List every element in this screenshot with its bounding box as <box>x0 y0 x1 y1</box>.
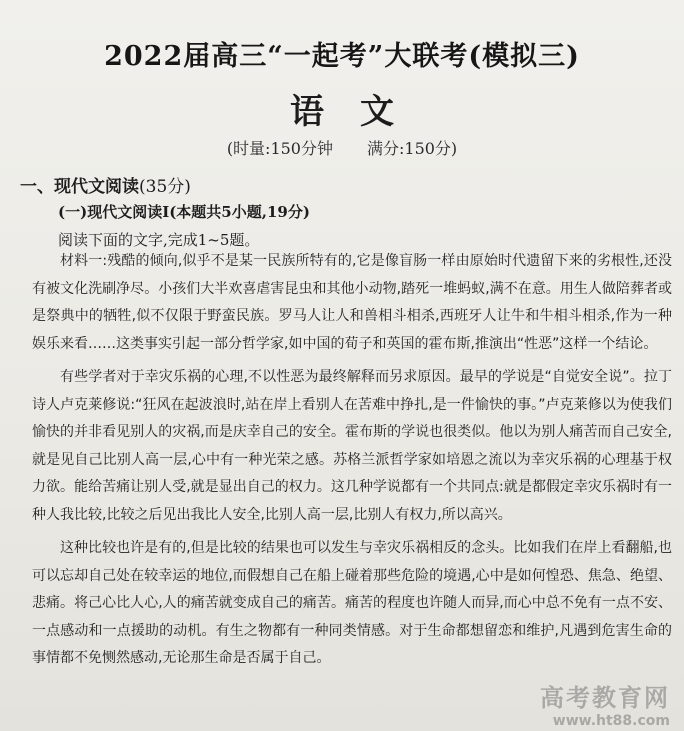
exam-meta <box>0 136 684 159</box>
passage-paragraph: 材料一:残酷的倾向,似乎不是某一民族所特有的,它是像盲肠一样由原始时代遗留下来的劣根性,还没有被文化洗刷净尽。小孩们大半欢喜虐害昆虫和其他小动物,踏死一堆蚂蚁,满不在意。用生人做陪葬者或是祭典中的牺牲,似不仅限于野蛮民族。罗马人让人和兽相斗相杀,西班牙人让牛和牛相斗相杀,作为一种娱乐来看……这类事实引起一部分哲学家,如中国的荀子和英国的霍布斯,推演出“性恶”这样一个结论。 <box>32 253 672 352</box>
watermark-url: www.ht88.com <box>552 713 670 729</box>
reading-instruction: 阅读下面的文字,完成1~5题。 <box>58 231 260 249</box>
passage-paragraph: 有些学者对于幸灾乐祸的心理,不以性恶为最终解释而另求原因。最早的学说是“自觉安全说”。拉丁诗人卢克莱修说:“狂风在起波浪时,站在岸上看别人在苦难中挣扎,是一件愉快的事。”卢克莱修以为使我们愉快的并非看见别人的灾祸,而是庆幸自己的安全。霍布斯的学说也很类似。他以为别人痛苦而自己安全,就是见自己比别人高一层,心中有一种光荣之感。苏格兰派哲学家如培恩之流以为幸灾乐祸的心理基于权力欲。能给苦痛让别人受,就是显出自己的权力。这几种学说都有一个共同点:就是都假定幸灾乐祸时有一种人我比较,比较之后见出我比人安全,比别人高一层,比别人有权力,所以高兴。 <box>32 369 672 523</box>
watermark-name: 高考教育网 <box>540 684 670 712</box>
full-score: 满分:150分) <box>367 139 458 158</box>
subject-title: 语文 <box>290 92 430 132</box>
subsection-heading: (一)现代文阅读Ⅰ(本题共5小题,19分) <box>58 203 310 221</box>
passage <box>32 248 672 673</box>
time-limit: (时量:150分钟 <box>226 139 333 158</box>
section-points: (35分) <box>139 177 191 197</box>
passage-paragraph: 这种比较也许是有的,但是比较的结果也可以发生与幸灾乐祸相反的念头。比如我们在岸上看翻船,也可以忘却自己处在较幸运的地位,而假想自己在船上碰着那些危险的境遇,心中是如何惶恐、焦急、绝望、悲痛。将己心比人心,人的痛苦就变成自己的痛苦。痛苦的程度也许随人而异,而心中总不免有一点不安、一点感动和一点援助的动机。有生之物都有一种同类情感。对于生命都想留恋和维护,凡遇到危害生命的事情都不免恻然感动,无论那生命是否属于自己。 <box>32 540 672 666</box>
exam-title: 2022届高三“一起考”大联考(模拟三) <box>104 41 580 72</box>
site-watermark <box>540 678 670 729</box>
section-heading <box>20 172 191 197</box>
section-title: 一、现代文阅读 <box>20 177 139 197</box>
